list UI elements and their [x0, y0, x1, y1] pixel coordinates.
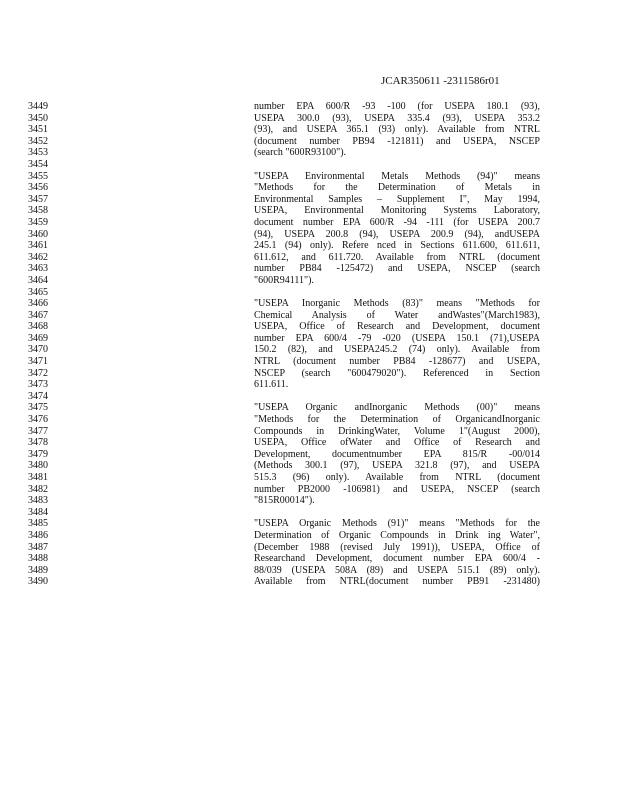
line-number: 3451 [28, 124, 48, 136]
blank-line [254, 287, 540, 299]
blank-line [254, 391, 540, 403]
line-number: 3466 [28, 298, 48, 310]
text-line: 88/039 (USEPA 508A (89) and USEPA 515.1 (89) only). [254, 564, 540, 576]
line-number: 3455 [28, 170, 48, 182]
text-line: 150.2 (82), and USEPA245.2 (74) only). Available from [254, 344, 540, 356]
text-line: USEPA 300.0 (93), USEPA 335.4 (93), USEPA 353.2 [254, 112, 540, 124]
line-number: 3456 [28, 182, 48, 194]
line-number: 3489 [28, 564, 48, 576]
line-number: 3465 [28, 286, 48, 298]
text-line: number PB84 -125472) and USEPA, NSCEP (search [254, 263, 540, 275]
text-line: Researchand Development, document number EPA 600/4 - [254, 553, 540, 565]
line-number: 3450 [28, 112, 48, 124]
line-number: 3483 [28, 495, 48, 507]
line-number: 3458 [28, 205, 48, 217]
line-number: 3449 [28, 101, 48, 112]
line-number: 3459 [28, 216, 48, 228]
line-number: 3452 [28, 135, 48, 147]
document-header-id: JCAR350611 -2311586r01 [381, 75, 500, 87]
blank-line [254, 159, 540, 171]
text-line: Available from NTRL(document number PB91 -231480) [254, 576, 540, 588]
text-line: Determination of Organic Compounds in Drink ing Water", [254, 529, 540, 541]
text-line: (Methods 300.1 (97), USEPA 321.8 (97), and USEPA [254, 460, 540, 472]
blank-line [254, 507, 540, 519]
text-line: USEPA, Environmental Monitoring Systems Laboratory, [254, 205, 540, 217]
line-number: 3472 [28, 367, 48, 379]
line-number: 3481 [28, 472, 48, 483]
line-number: 3476 [28, 414, 48, 426]
text-line: USEPA, Office of Research and Development, document [254, 321, 540, 333]
text-line: number EPA 600/R -93 -100 (for USEPA 180.1 (93), [254, 101, 540, 112]
text-line: document number EPA 600/R -94 -111 (for USEPA 200.7 [254, 216, 540, 228]
line-number: 3464 [28, 274, 48, 286]
line-number: 3454 [28, 158, 48, 170]
text-line: (search "600R93100"). [254, 147, 347, 159]
line-number: 3470 [28, 344, 48, 356]
text-line: (94), USEPA 200.8 (94), USEPA 200.9 (94), andUSEPA [254, 228, 540, 240]
text-line: "USEPA Organic andInorganic Methods (00)" means [254, 402, 540, 414]
line-number: 3480 [28, 460, 48, 472]
line-number: 3487 [28, 541, 48, 553]
line-number: 3463 [28, 263, 48, 275]
text-line: 611.612, and 611.720. Available from NTRL (document [254, 251, 540, 263]
line-number: 3467 [28, 309, 48, 321]
text-line: "Methods for the Determination of OrganicandInorganic [254, 414, 540, 426]
text-line: NTRL (document number PB84 -128677) and USEPA, [254, 356, 540, 368]
line-number: 3482 [28, 483, 48, 495]
text-line: number EPA 600/4 -79 -020 (USEPA 150.1 (71),USEPA [254, 332, 540, 344]
text-line: "600R94111"). [254, 274, 314, 286]
line-number: 3484 [28, 506, 48, 518]
text-line: 611.611. [254, 379, 289, 391]
line-number: 3462 [28, 251, 48, 263]
line-number: 3471 [28, 356, 48, 368]
line-number: 3490 [28, 576, 48, 588]
line-number: 3479 [28, 448, 48, 460]
text-line: "Methods for the Determination of Metals in [254, 182, 540, 194]
text-line: 245.1 (94) only). Refere nced in Sections 611.600, 611.611, [254, 240, 540, 252]
text-line: (document number PB94 -121811) and USEPA, NSCEP [254, 135, 540, 147]
text-line: "USEPA Inorganic Methods (83)" means "Methods for [254, 298, 540, 310]
text-line: "USEPA Organic Methods (91)" means "Methods for the [254, 518, 540, 530]
line-number: 3469 [28, 332, 48, 344]
text-line: number PB2000 -106981) and USEPA, NSCEP (search [254, 483, 540, 495]
text-line: Environmental Samples – Supplement I", May 1994, [254, 193, 540, 205]
text-line: "815R00014"). [254, 495, 315, 507]
text-line: 515.3 (96) only). Available from NTRL (document [254, 472, 540, 483]
text-line: USEPA, Office ofWater and Office of Research and [254, 437, 540, 449]
line-number: 3486 [28, 529, 48, 541]
line-number: 3475 [28, 402, 48, 414]
line-number: 3457 [28, 193, 48, 205]
line-number: 3477 [28, 425, 48, 437]
line-number: 3478 [28, 437, 48, 449]
text-line: "USEPA Environmental Metals Methods (94)" means [254, 170, 540, 182]
text-line: Compounds in DrinkingWater, Volume 1"(August 2000), [254, 425, 540, 437]
document-body-text [254, 101, 540, 588]
text-line: (December 1988 (revised July 1991)), USEPA, Office of [254, 541, 540, 553]
line-number: 3461 [28, 240, 48, 252]
line-number: 3453 [28, 147, 48, 159]
line-number: 3474 [28, 390, 48, 402]
line-number-column [28, 101, 48, 588]
line-number: 3488 [28, 553, 48, 565]
text-line: (93), and USEPA 365.1 (93) only). Available from NTRL [254, 124, 540, 136]
text-line: NSCEP (search "600479020"). Referenced in Section [254, 367, 540, 379]
line-number: 3468 [28, 321, 48, 333]
line-number: 3485 [28, 518, 48, 530]
text-line: Development, documentnumber EPA 815/R -00/014 [254, 448, 540, 460]
text-line: Chemical Analysis of Water andWastes"(March1983), [254, 309, 540, 321]
line-number: 3460 [28, 228, 48, 240]
line-number: 3473 [28, 379, 48, 391]
